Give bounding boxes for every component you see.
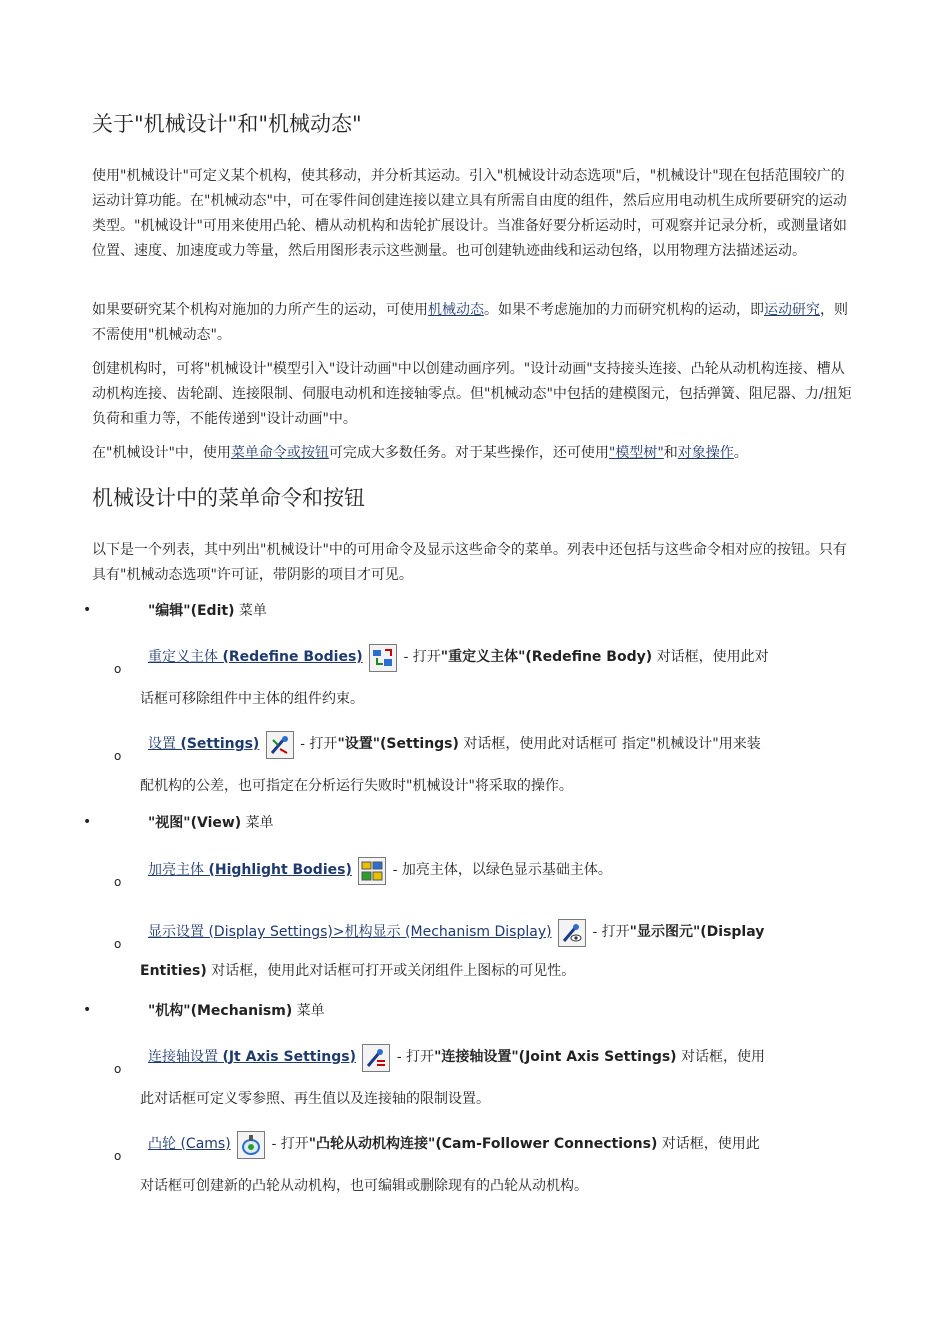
sub-bullet: o [114, 875, 122, 889]
item-cams: 凸轮 (Cams) - 打开"凸轮从动机构连接"(Cam-Follower Connections) 对话框，使用此 [140, 1129, 860, 1159]
item-mechanism-display-line2: Entities) 对话框，使用此对话框可打开或关闭组件上图标的可见性。 [140, 963, 576, 979]
item-redefine-bodies: 重定义主体 (Redefine Bodies) - 打开"重定义主体"(Redefine Body) 对话框，使用此对 [140, 642, 860, 672]
menu-mechanism: "机构"(Mechanism) 菜单 [148, 1003, 325, 1019]
sub-bullet: o [114, 749, 122, 763]
item-redefine-bodies-line2: 话框可移除组件中主体的组件约束。 [140, 691, 364, 707]
link-motion-study[interactable]: 运动研究 [764, 302, 820, 318]
item-cams-line2: 对话框可创建新的凸轮从动机构，也可编辑或删除现有的凸轮从动机构。 [140, 1178, 588, 1194]
link-highlight-bodies[interactable]: 加亮主体 (Highlight Bodies) [148, 862, 352, 878]
link-jt-axis-settings[interactable]: 连接轴设置 (Jt Axis Settings) [148, 1049, 356, 1065]
item-highlight-bodies: 加亮主体 (Highlight Bodies) - 加亮主体，以绿色显示基础主体。 [140, 855, 860, 885]
sub-bullet: o [114, 1149, 122, 1163]
item-jt-axis-settings-line2: 此对话框可定义零参照、再生值以及连接轴的限制设置。 [140, 1091, 490, 1107]
link-cams[interactable]: 凸轮 (Cams) [148, 1136, 231, 1152]
menu-edit: "编辑"(Edit) 菜单 [148, 603, 267, 619]
item-jt-axis-settings: 连接轴设置 (Jt Axis Settings) - 打开"连接轴设置"(Joint Axis Settings) 对话框，使用 [140, 1042, 860, 1072]
link-settings[interactable]: 设置 (Settings) [148, 736, 260, 752]
paragraph-animation: 创建机构时，可将"机械设计"模型引入"设计动画"中以创建动画序列。"设计动画"支持接头连接、凸轮从动机构连接、槽从动机构连接、齿轮副、连接限制、伺服电动机和连接轴零点。但"机械动态"中包括的建模图元，包括弹簧、阻尼器、力/扭矩负荷和重力等，不能传递到"设计动画"中。 [92, 361, 852, 427]
link-model-tree[interactable]: "模型树" [608, 445, 664, 461]
bullet: • [83, 602, 92, 618]
link-menu-commands[interactable]: 菜单命令或按钮 [230, 445, 329, 461]
heading-menu-commands: 机械设计中的菜单命令和按钮 [92, 486, 365, 510]
highlight-bodies-icon[interactable] [358, 857, 386, 885]
paragraph-intro: 使用"机械设计"可定义某个机构，使其移动，并分析其运动。引入"机械设计动态选项"后，"机械设计"现在包括范围较广的运动计算功能。在"机械动态"中，可在零件间创建连接以建立具有所需自由度的组件，然后应用电动机生成所要研究的运动类型。"机械设计"可用来使用凸轮、槽从动机构和齿轮扩展设计。当准备好要分析运动时，可观察并记录分析，或测量诸如位置、速度、加速度或力等量，然后用图形表示这些测量。也可创建轨迹曲线和运动包络，以用物理方法描述运动。 [92, 168, 847, 259]
link-mechanism-display[interactable]: 显示设置 (Display Settings)>机构显示 (Mechanism Display) [148, 924, 552, 940]
menu-view: "视图"(View) 菜单 [148, 815, 274, 831]
cams-icon[interactable] [237, 1131, 265, 1159]
link-mechanism-dynamics[interactable]: 机械动态 [428, 302, 484, 318]
item-mechanism-display: 显示设置 (Display Settings)>机构显示 (Mechanism Display) - 打开"显示图元"(Display [140, 917, 860, 947]
settings-icon[interactable] [266, 731, 294, 759]
item-settings: 设置 (Settings) - 打开"设置"(Settings) 对话框，使用此对话框可 指定"机械设计"用来装 [140, 729, 860, 759]
paragraph-dynamics: 如果要研究某个机构对施加的力所产生的运动，可使用机械动态。如果不考虑施加的力而研究机构的运动，即运动研究，则不需使用"机械动态"。 [92, 302, 848, 343]
link-object-operations[interactable]: 对象操作 [677, 445, 734, 461]
jt-axis-settings-icon[interactable] [362, 1044, 390, 1072]
bullet: • [83, 814, 92, 830]
paragraph-list-intro: 以下是一个列表，其中列出"机械设计"中的可用命令及显示这些命令的菜单。列表中还包括与这些命令相对应的按钮。只有具有"机械动态选项"许可证，带阴影的项目才可见。 [92, 542, 847, 583]
sub-bullet: o [114, 662, 122, 676]
redefine-bodies-icon[interactable] [369, 644, 397, 672]
paragraph-menus: 在"机械设计"中，使用菜单命令或按钮可完成大多数任务。对于某些操作，还可使用"模型树"和对象操作。 [92, 445, 748, 461]
link-redefine-bodies[interactable]: 重定义主体 (Redefine Bodies) [148, 649, 363, 665]
heading-about: 关于"机械设计"和"机械动态" [92, 112, 362, 136]
sub-bullet: o [114, 1062, 122, 1076]
item-settings-line2: 配机构的公差，也可指定在分析运行失败时"机械设计"将采取的操作。 [140, 778, 573, 794]
mechanism-display-icon[interactable] [558, 919, 586, 947]
bullet: • [83, 1002, 92, 1018]
sub-bullet: o [114, 937, 122, 951]
